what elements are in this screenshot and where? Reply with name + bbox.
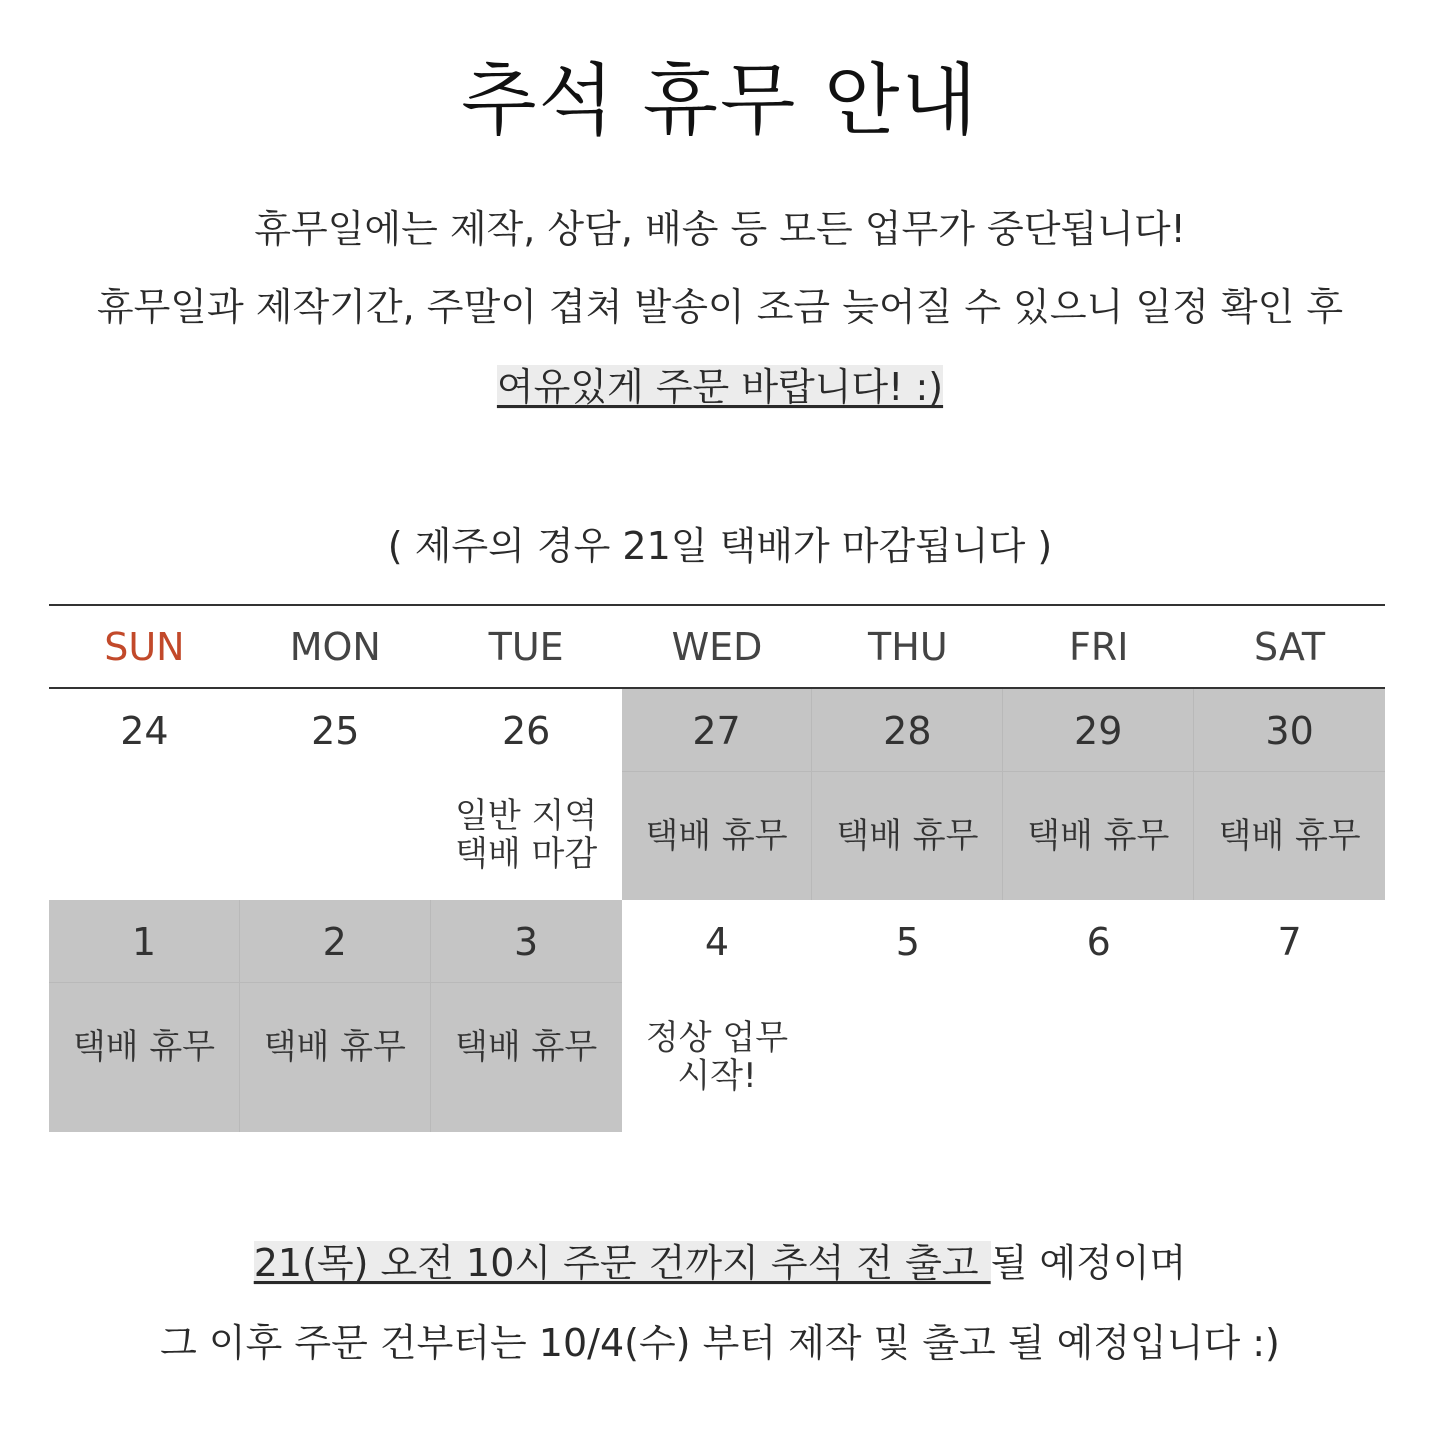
page-title: 추석 휴무 안내 — [461, 56, 979, 146]
holiday-cell — [812, 689, 1003, 900]
day-number: 29 — [1003, 689, 1193, 772]
holiday-calendar — [49, 604, 1385, 1132]
day-number: 1 — [49, 900, 239, 983]
day-note: 일반 지역 택배 마감 — [455, 796, 598, 874]
day-number: 3 — [431, 900, 622, 983]
weekday-wed: WED — [671, 624, 763, 669]
day-number: 25 — [311, 709, 360, 753]
day-cell — [1003, 900, 1194, 1132]
jeju-note: ( 제주의 경우 21일 택배가 마감됩니다 ) — [387, 524, 1053, 568]
day-cell — [240, 689, 431, 900]
day-note: 택배 휴무 — [455, 1027, 598, 1067]
day-cell — [431, 689, 622, 900]
holiday-cell — [240, 900, 431, 1132]
day-note: 택배 휴무 — [1027, 816, 1170, 856]
day-number: 6 — [1086, 920, 1111, 964]
day-note: 택배 휴무 — [72, 1027, 216, 1067]
notice-line-3-highlight: 여유있게 주문 바랍니다! :) — [496, 365, 944, 409]
holiday-cell — [431, 900, 622, 1132]
holiday-cell — [1194, 689, 1385, 900]
weekday-tue: TUE — [488, 624, 564, 669]
holiday-cell — [622, 689, 813, 900]
notice-line-1: 휴무일에는 제작, 상담, 배송 등 모든 업무가 중단됩니다! — [254, 207, 1186, 251]
day-note: 택배 휴무 — [1218, 816, 1361, 856]
day-note: 택배 휴무 — [263, 1027, 406, 1067]
day-number: 4 — [704, 920, 730, 964]
holiday-cell — [49, 900, 240, 1132]
day-note — [49, 771, 240, 899]
holiday-cell — [1003, 689, 1194, 900]
day-cell — [812, 900, 1003, 1132]
day-number: 26 — [501, 709, 551, 753]
day-number: 27 — [622, 689, 812, 772]
footer-line-1-rest: 될 예정이며 — [990, 1241, 1187, 1285]
footer-line-1 — [0, 1232, 1440, 1287]
day-number: 7 — [1277, 920, 1302, 964]
footer-line-1-underlined: 21(목) 오전 10시 주문 건까지 추석 전 출고 — [253, 1241, 991, 1285]
day-number: 5 — [895, 920, 920, 964]
footer-line-2: 그 이후 주문 건부터는 10/4(수) 부터 제작 및 출고 될 예정입니다 :) — [160, 1321, 1280, 1365]
day-note: 택배 휴무 — [645, 816, 788, 856]
weekday-sat: SAT — [1254, 624, 1326, 669]
day-number: 30 — [1194, 689, 1385, 772]
day-note: 정상 업무 시작! — [645, 1018, 789, 1096]
day-note — [1003, 982, 1194, 1110]
weekday-thu: THU — [868, 624, 948, 669]
weekday-sun: SUN — [104, 624, 185, 669]
calendar-week-2 — [49, 900, 1385, 1132]
weekday-header — [49, 606, 1385, 689]
day-note — [1194, 982, 1385, 1110]
day-note — [240, 771, 431, 899]
day-cell — [622, 900, 813, 1132]
day-cell — [1194, 900, 1385, 1132]
day-number: 2 — [240, 900, 430, 983]
day-number: 28 — [812, 689, 1002, 772]
day-note: 택배 휴무 — [836, 816, 979, 856]
weekday-fri: FRI — [1068, 624, 1129, 669]
weekday-mon: MON — [289, 624, 381, 669]
day-number: 24 — [120, 709, 169, 753]
calendar-week-1 — [49, 689, 1385, 900]
notice-line-2: 휴무일과 제작기간, 주말이 겹쳐 발송이 조금 늦어질 수 있으니 일정 확인 후 — [96, 285, 1344, 329]
notice-line-3-wrap — [0, 356, 1440, 411]
day-cell — [49, 689, 240, 900]
day-note — [812, 982, 1003, 1110]
